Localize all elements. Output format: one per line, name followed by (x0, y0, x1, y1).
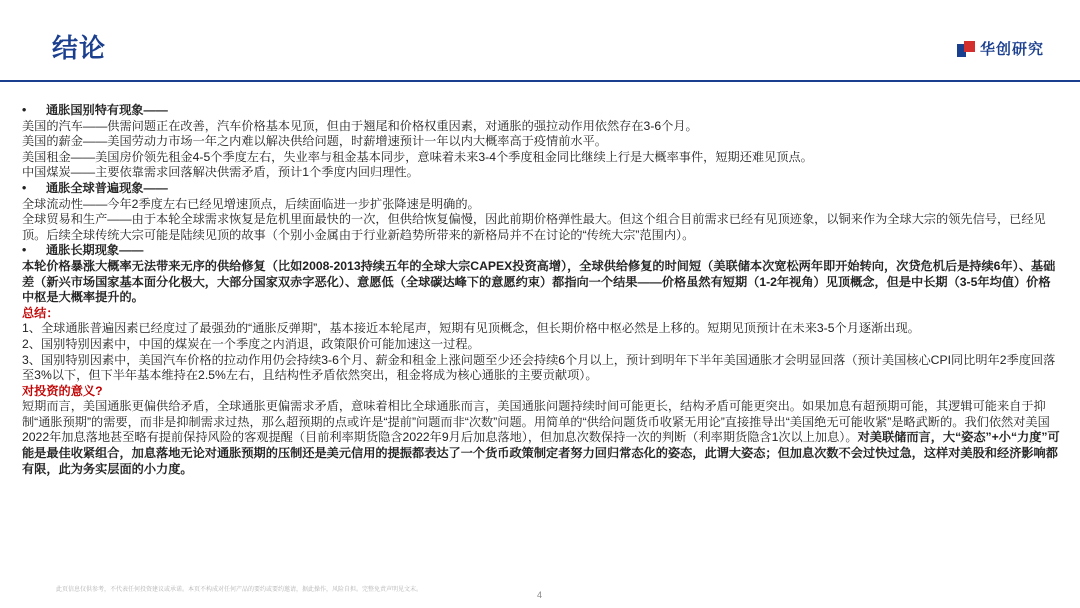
investment-heading: 对投资的意义? (22, 383, 103, 398)
section-heading-country-specific: • 通胀国别特有现象—— (22, 103, 168, 117)
section-heading-long-term: • 通胀长期现象—— (22, 243, 144, 258)
section-heading-global: • 通胀全球普遍现象—— (22, 180, 168, 195)
header-divider (0, 80, 1080, 82)
page-title: 结论 (52, 33, 107, 63)
paragraph-us-cars: 美国的汽车——供需问题正在改善，汽车价格基本见顶，但由于翘尾和价格权重因素，对通胀的强拉动作用依然存在3-6个月。 (22, 118, 698, 133)
paragraph-long-term: 本轮价格暴涨大概率无法带来无序的供给修复（比如2008-2013持续五年的全球大宗CAPEX投资高增），全球供给修复的时间短（美联储本次宽松两年即开始转向，次贷危机后是持续6年）、基础差（新兴市场国家基本面分化极大，大部分国家双赤字恶化）、意愿低（全球碳达峰下的意愿约束）都指向一个结果——价格虽然有短期（1-2年视角）见顶概念，但是中长期（3-5年均值）价格中枢是大概率提升的。 (22, 258, 1056, 305)
footer-disclaimer: 此页信息仅供参考，不代表任何投资建议或承诺。本页不构成对任何产品的要约或要约邀请，据此操作，风险自担。完整免责声明见文末。 (56, 587, 423, 593)
conclusion-item-3: 3、国别特别因素中，美国汽车价格的拉动作用仍会持续3-6个月、薪金和租金上涨问题至少还会持续6个月以上，预计到明年下半年美国通胀才会明显回落（预计美国核心CPI同比明年2季度回落至3%以下，但下半年基本维持在2.5%左右，且结构性矛盾依然突出，租金将成为核心通胀的主要贡献项）。 (22, 352, 1056, 383)
conclusion-item-2: 2、国别特别因素中，中国的煤炭在一个季度之内消退，政策限价可能加速这一过程。 (22, 336, 480, 351)
paragraph-global-liquidity: 全球流动性——今年2季度左右已经见增速顶点，后续面临进一步扩张降速是明确的。 (22, 196, 480, 211)
investment-text-bold: 对美联储而言，大“姿态”+小“力度”可能是最佳收紧组合，加息落地无论对通胀预期的压制还是美元信用的提振都表达了一个货币政策制定者努力回归常态化的姿态，此谓大姿态；但加息次数不会过快过急，这样对美股和经济影响都有限，此为务实层面的小力度。 (22, 430, 1060, 476)
brand-logo-icon (957, 41, 975, 57)
brand-logo (957, 38, 1044, 59)
paragraph-us-rent: 美国租金——美国房价领先租金4-5个季度左右，失业率与租金基本同步，意味着未来3-4个季度租金同比继续上行是大概率事件，短期还难见顶点。 (22, 149, 813, 164)
conclusion-heading: 总结： (22, 305, 59, 320)
conclusion-item-1: 1、全球通胀普遍因素已经度过了最强劲的“通胀反弹期”，基本接近本轮尾声，短期有见顶概念，但长期价格中枢必然是上移的。短期见顶预计在未来3-5个月逐渐出现。 (22, 321, 920, 336)
investment-paragraph (22, 399, 1060, 477)
paragraph-china-coal: 中国煤炭——主要依靠需求回落解决供需矛盾，预计1个季度内回归理性。 (22, 165, 419, 180)
page-number: 4 (537, 590, 543, 600)
paragraph-global-trade: 全球贸易和生产——由于本轮全球需求恢复是危机里面最快的一次，但供给恢复偏慢，因此前期价格弹性最大。但这个组合目前需求已经有见顶迹象，以铜来作为全球大宗的领先信号，已经见顶。后续全球传统大宗可能是陆续见顶的故事（个别小金属由于行业新趋势所带来的新格局并不在讨论的“传统大宗”范围内）。 (22, 212, 1046, 242)
investment-text: 短期而言，美国通胀更偏供给矛盾，全球通胀更偏需求矛盾，意味着相比全球通胀而言，美国通胀问题持续时间可能更长，结构矛盾可能更突出。如果加息有超预期可能，其逻辑可能来自于抑制“通胀预期”的需要，而非是抑制需求过热，那么超预期的点或许是“提前”问题而非“次数”问题。用简单的“供给问题货币收紧无用论”直接推导出“美国绝无可能收紧”是略武断的。我们依然对美国2022年加息落地甚至略有提前保持风险的客观提醒（目前利率期货隐含2022年9月后加息落地），但加息次数保持一次的判断（利率期货隐含1次以上加息）。 (22, 399, 1050, 445)
main-content (22, 103, 1060, 477)
paragraph-us-wages: 美国的薪金——美国劳动力市场一年之内难以解决供给问题，时薪增速预计一年以内大概率高于疫情前水平。 (22, 134, 607, 149)
brand-logo-text: 华创研究 (979, 41, 1044, 58)
